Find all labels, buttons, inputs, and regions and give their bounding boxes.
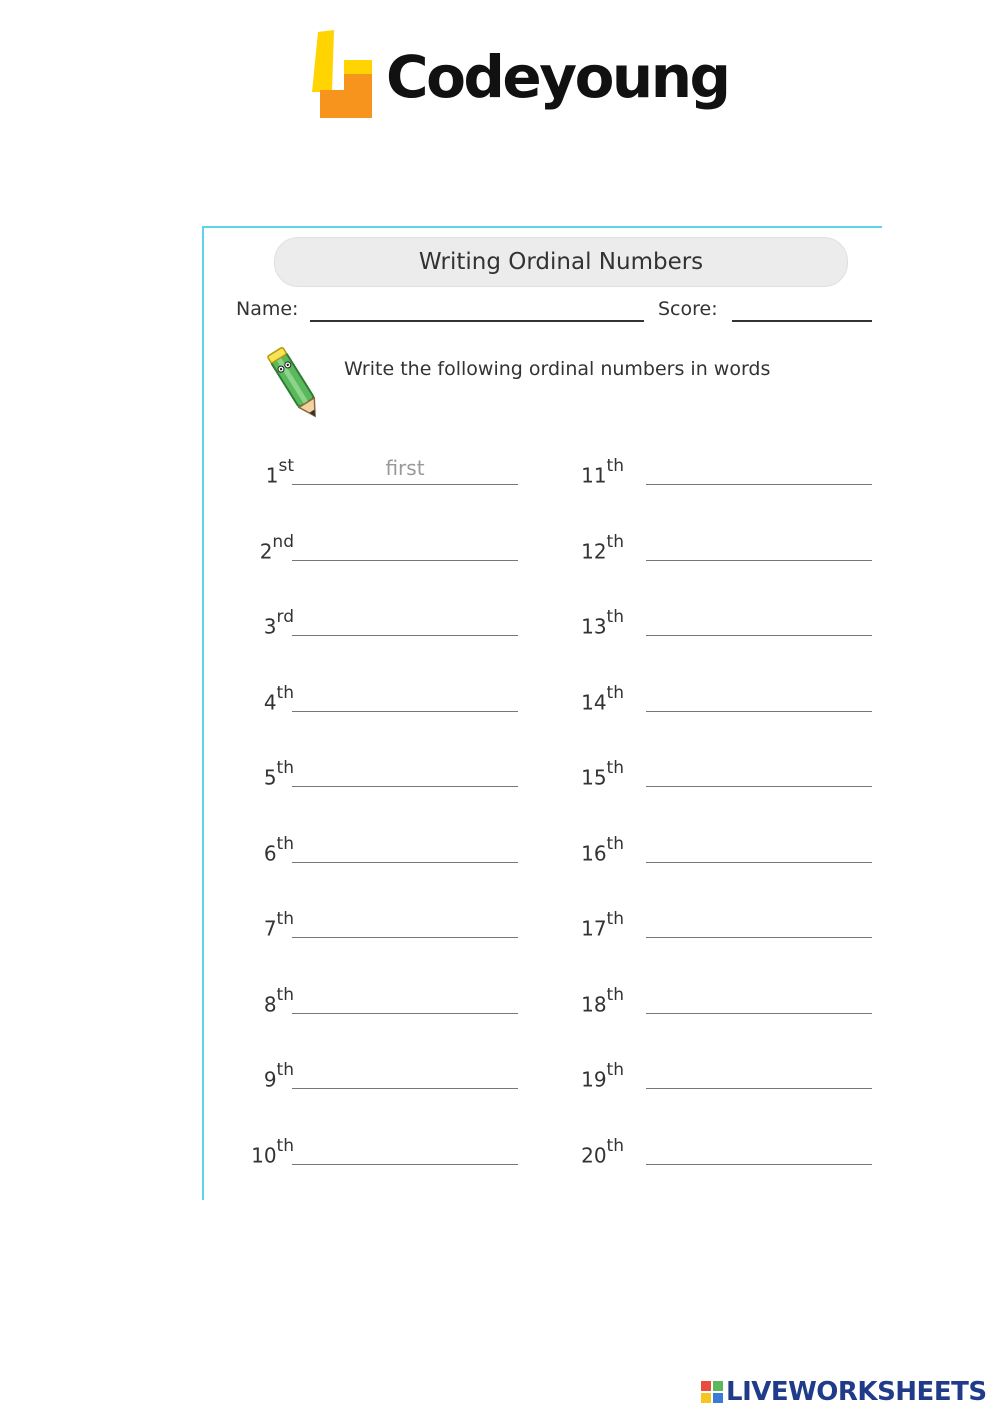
ordinal-digit: 8: [263, 992, 277, 1017]
codeyoung-logo-icon: [310, 30, 380, 122]
liveworksheets-icon: [700, 1380, 724, 1404]
answer-field[interactable]: [646, 532, 872, 561]
ordinal-number-text: [581, 758, 624, 790]
ordinal-number: [204, 826, 624, 866]
ordinal-digit: 12: [581, 539, 607, 564]
worksheet-title: Writing Ordinal Numbers: [274, 237, 848, 287]
ordinal-suffix: th: [606, 607, 624, 628]
ordinal-number: [204, 1052, 624, 1092]
ordinal-digit: 17: [581, 917, 607, 941]
ordinal-number: [204, 524, 624, 564]
ordinal-digit: 6: [263, 841, 277, 866]
ordinal-number: [204, 750, 624, 790]
ordinal-suffix: st: [278, 456, 294, 477]
answer-field[interactable]: [646, 758, 872, 787]
ordinal-digit: 5: [263, 766, 277, 790]
ordinal-number-text: [581, 833, 624, 866]
ordinal-digit: 15: [581, 766, 607, 790]
name-field[interactable]: [310, 320, 644, 322]
ordinal-suffix: th: [276, 1060, 294, 1081]
ordinal-number-text: [581, 682, 624, 715]
score-field[interactable]: [732, 320, 872, 322]
answer-field[interactable]: first: [292, 456, 518, 485]
ordinal-number-text: [581, 531, 624, 564]
answer-field[interactable]: [646, 834, 872, 863]
ordinal-number: [204, 901, 624, 941]
ordinal-digit: 7: [263, 917, 277, 941]
ordinal-number-text: [581, 456, 624, 488]
ordinal-number: [204, 448, 624, 488]
ordinal-suffix: th: [606, 1060, 624, 1081]
ordinal-number: [204, 599, 624, 639]
ordinal-suffix: th: [276, 682, 294, 703]
answer-field[interactable]: [646, 985, 872, 1014]
ordinal-suffix: th: [276, 984, 294, 1005]
answer-field[interactable]: [646, 607, 872, 636]
ordinal-digit: 14: [581, 690, 607, 715]
ordinal-number-text: [581, 984, 624, 1017]
ordinal-digit: 11: [581, 464, 607, 488]
ordinal-suffix: th: [606, 1135, 624, 1156]
answer-field[interactable]: [646, 1136, 872, 1165]
answer-field[interactable]: [646, 683, 872, 712]
ordinal-digit: 18: [581, 992, 607, 1017]
ordinal-digit: 1: [265, 464, 279, 488]
answer-field[interactable]: [646, 456, 872, 485]
score-label: Score:: [658, 298, 718, 320]
ordinal-suffix: th: [276, 758, 294, 779]
name-score-row: [236, 298, 876, 328]
ordinal-digit: 19: [581, 1068, 607, 1092]
ordinal-number-text: [581, 607, 624, 639]
worksheet: [202, 226, 882, 1200]
ordinal-suffix: nd: [272, 531, 294, 552]
ordinal-suffix: th: [606, 833, 624, 854]
ordinal-digit: 20: [581, 1143, 607, 1168]
ordinal-digit: 9: [263, 1068, 277, 1092]
ordinal-digit: 3: [263, 615, 277, 639]
ordinal-number: [204, 977, 624, 1017]
ordinal-suffix: th: [606, 758, 624, 779]
ordinal-number: [204, 1128, 624, 1168]
logo-text: Codeyoung: [386, 43, 729, 111]
ordinal-number-text: [581, 1135, 624, 1168]
ordinal-digit: 13: [581, 615, 607, 639]
ordinal-suffix: rd: [276, 607, 294, 628]
ordinal-suffix: th: [606, 984, 624, 1005]
answer-field[interactable]: [646, 909, 872, 938]
ordinal-suffix: th: [606, 909, 624, 930]
instructions: Write the following ordinal numbers in words: [344, 358, 771, 380]
ordinal-suffix: th: [606, 456, 624, 477]
ordinal-digit: 2: [259, 539, 273, 564]
ordinal-suffix: th: [606, 682, 624, 703]
ordinal-digit: 16: [581, 841, 607, 866]
ordinal-number-text: [581, 1060, 624, 1092]
answer-field[interactable]: [646, 1060, 872, 1089]
ordinal-number-text: [581, 909, 624, 941]
liveworksheets-brand: [700, 1376, 987, 1408]
ordinal-digit: 4: [263, 690, 277, 715]
ordinal-number: [204, 675, 624, 715]
pencil-icon: [266, 344, 324, 424]
ordinal-suffix: th: [276, 909, 294, 930]
name-label: Name:: [236, 298, 299, 320]
codeyoung-logo: [310, 30, 729, 130]
ordinal-suffix: th: [276, 833, 294, 854]
brand-text: LIVEWORKSHEETS: [726, 1377, 987, 1407]
ordinal-digit: 10: [251, 1143, 277, 1168]
ordinal-suffix: th: [606, 531, 624, 552]
ordinal-suffix: th: [276, 1135, 294, 1156]
